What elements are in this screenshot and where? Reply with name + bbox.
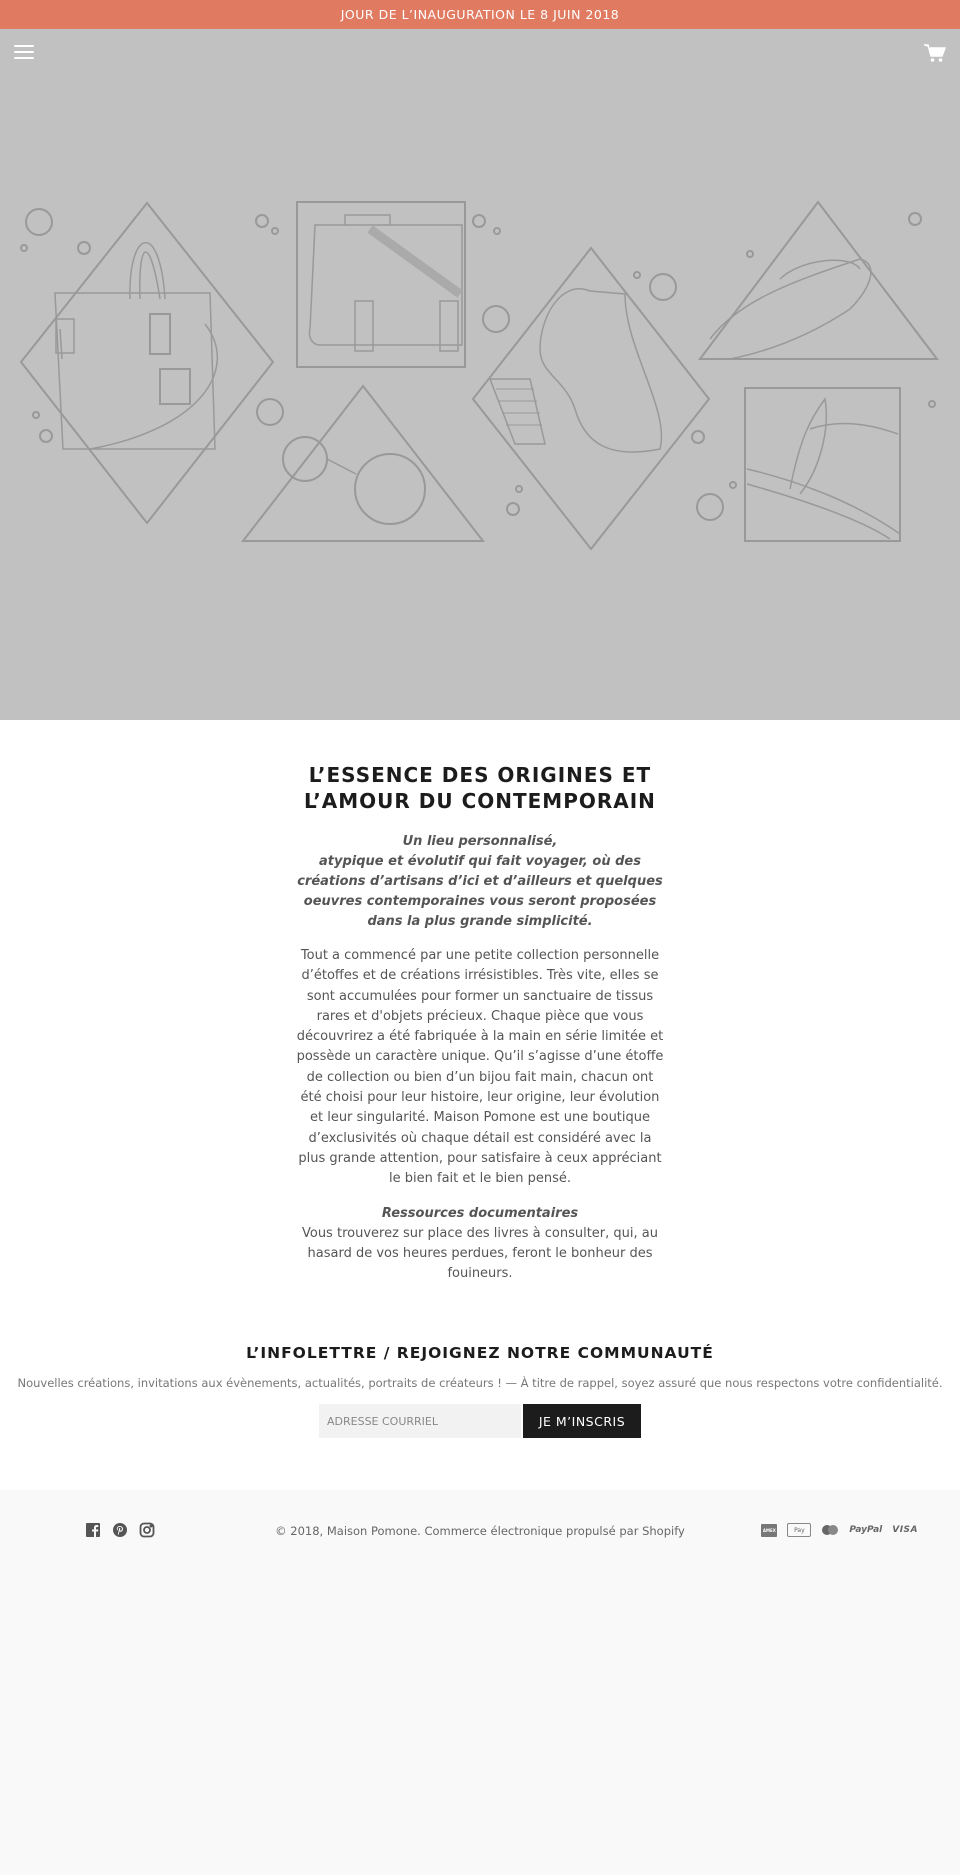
resources-text: Vous trouverez sur place des livres à consulter, qui, au hasard de vos heures perdues, feront le bonheur des fouineurs. bbox=[301, 1225, 658, 1282]
apple-pay-icon: Pay bbox=[787, 1523, 811, 1537]
about-title-line-2: L’AMOUR DU CONTEMPORAIN bbox=[304, 789, 656, 813]
newsletter-description: Nouvelles créations, invitations aux évènements, actualités, portraits de créateurs ! — À titre de rappel, soyez assuré que nous respectons votre confidentialité. bbox=[17, 1376, 943, 1391]
about-title bbox=[295, 762, 665, 814]
subscribe-button[interactable]: JE M’INSCRIS bbox=[523, 1404, 641, 1438]
mastercard-icon bbox=[821, 1524, 839, 1536]
amex-icon: AMEX bbox=[761, 1524, 777, 1537]
about-section bbox=[295, 762, 665, 1284]
announcement-text: JOUR DE L’INAUGURATION LE 8 JUIN 2018 bbox=[340, 7, 620, 22]
announcement-bar bbox=[0, 0, 960, 29]
about-intro-rest: atypique et évolutif qui fait voyager, où des créations d’artisans d’ici et d’ailleurs et quelques oeuvres contemporaines vous seront proposées dans la plus grande simplicité. bbox=[297, 854, 663, 929]
resources-block bbox=[295, 1204, 665, 1285]
main-content bbox=[0, 720, 960, 1490]
footer bbox=[0, 1490, 960, 1550]
hero-banner bbox=[0, 29, 960, 720]
about-intro-line-1: Un lieu personnalisé, bbox=[402, 834, 558, 849]
hero-illustration bbox=[0, 29, 960, 720]
newsletter-form bbox=[0, 1404, 960, 1438]
about-title-line-1: L’ESSENCE DES ORIGINES ET bbox=[308, 763, 652, 787]
cart-icon[interactable] bbox=[924, 43, 946, 63]
menu-button[interactable] bbox=[14, 43, 34, 61]
copyright-text: © 2018, Maison Pomone. Commerce électronique propulsé par Shopify bbox=[275, 1524, 685, 1539]
paypal-icon: PayPal bbox=[849, 1525, 883, 1536]
hamburger-icon-line-2 bbox=[14, 51, 34, 53]
hamburger-icon bbox=[14, 45, 34, 47]
newsletter-section bbox=[0, 1284, 960, 1490]
resources-title: Ressources documentaires bbox=[381, 1205, 579, 1221]
hamburger-icon-line-3 bbox=[14, 57, 34, 59]
newsletter-title: L’INFOLETTRE / REJOIGNEZ NOTRE COMMUNAUTÉ bbox=[246, 1344, 714, 1363]
about-intro bbox=[295, 832, 665, 932]
email-field[interactable] bbox=[319, 1404, 521, 1438]
visa-icon: VISA bbox=[892, 1525, 918, 1536]
about-body: Tout a commencé par une petite collection personnelle d’étoffes et de créations irrésistibles. Très vite, elles se sont accumulées pour former un sanctuaire de tissus rares et d'objets précieux. Chaque pièce que vous découvrirez a été fabriquée à la main en série limitée et possède un caractère unique. Qu’il s’agisse d’une étoffe de collection ou bien d’un bijou fait main, chacun ont été choisi pour leur histoire, leur origine, leur évolution et leur singularité. Maison Pomone est une boutique d’exclusivités où chaque détail est considéré avec la plus grande attention, pour satisfaire à ceux appréciant le bien fait et le bien pensé. bbox=[296, 948, 664, 1187]
payment-icons bbox=[761, 1523, 918, 1537]
